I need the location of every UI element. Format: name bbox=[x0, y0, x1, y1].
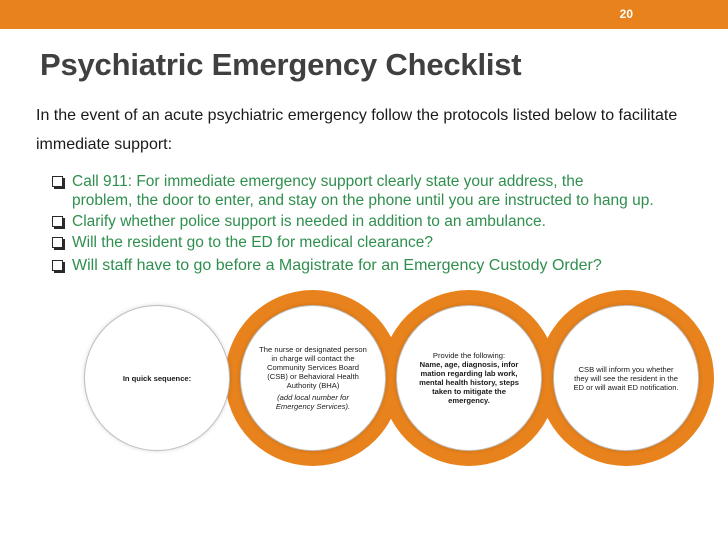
checkbox-icon bbox=[52, 176, 63, 187]
checklist-item-text-cont: problem, the door to enter, and stay on the phone until you are instructed to hang up. bbox=[72, 192, 654, 209]
step3-text: Name, age, diagnosis, infor mation regarding lab work, mental health history, steps taken to mitigate the emergency. bbox=[419, 360, 519, 405]
checklist-item-text: Will the resident go to the ED for medical clearance? bbox=[72, 234, 433, 251]
checklist-item-police bbox=[52, 212, 728, 231]
step1-text: In quick sequence: bbox=[122, 373, 192, 383]
checklist-item-magistrate bbox=[52, 256, 728, 275]
step3-lead: Provide the following: bbox=[432, 351, 506, 360]
page-number: 20 bbox=[619, 7, 633, 21]
step4-circle bbox=[553, 305, 699, 451]
checklist-item-text: Clarify whether police support is needed in addition to an ambulance. bbox=[72, 213, 546, 230]
step3-circle bbox=[396, 305, 542, 451]
step1-circle bbox=[84, 305, 230, 451]
intro-text: In the event of an acute psychiatric emergency follow the protocols listed below to facilitate immediate support: bbox=[36, 107, 678, 153]
page-title: Psychiatric Emergency Checklist bbox=[40, 47, 522, 82]
checklist-item-call-911 bbox=[52, 172, 728, 210]
checkbox-icon bbox=[52, 216, 63, 227]
checklist-item-text: Call 911: For immediate emergency support clearly state your address, the bbox=[72, 173, 584, 190]
step2-circle bbox=[240, 305, 386, 451]
checklist-item-ed bbox=[52, 233, 728, 252]
checklist bbox=[52, 172, 728, 277]
step2-note: (add local number for Emergency Services). bbox=[275, 393, 351, 411]
checklist-item-text: Will staff have to go before a Magistrate for an Emergency Custody Order? bbox=[72, 257, 602, 274]
checkbox-icon bbox=[52, 237, 63, 248]
step2-text: The nurse or designated person in charge will contact the Community Services Board (CSB) or Behavioral Health Authority (BHA) bbox=[259, 345, 367, 390]
header-bar bbox=[0, 0, 728, 29]
checkbox-icon bbox=[52, 260, 63, 271]
step4-text: CSB will inform you whether they will see the resident in the ED or will await ED notification. bbox=[573, 364, 679, 392]
